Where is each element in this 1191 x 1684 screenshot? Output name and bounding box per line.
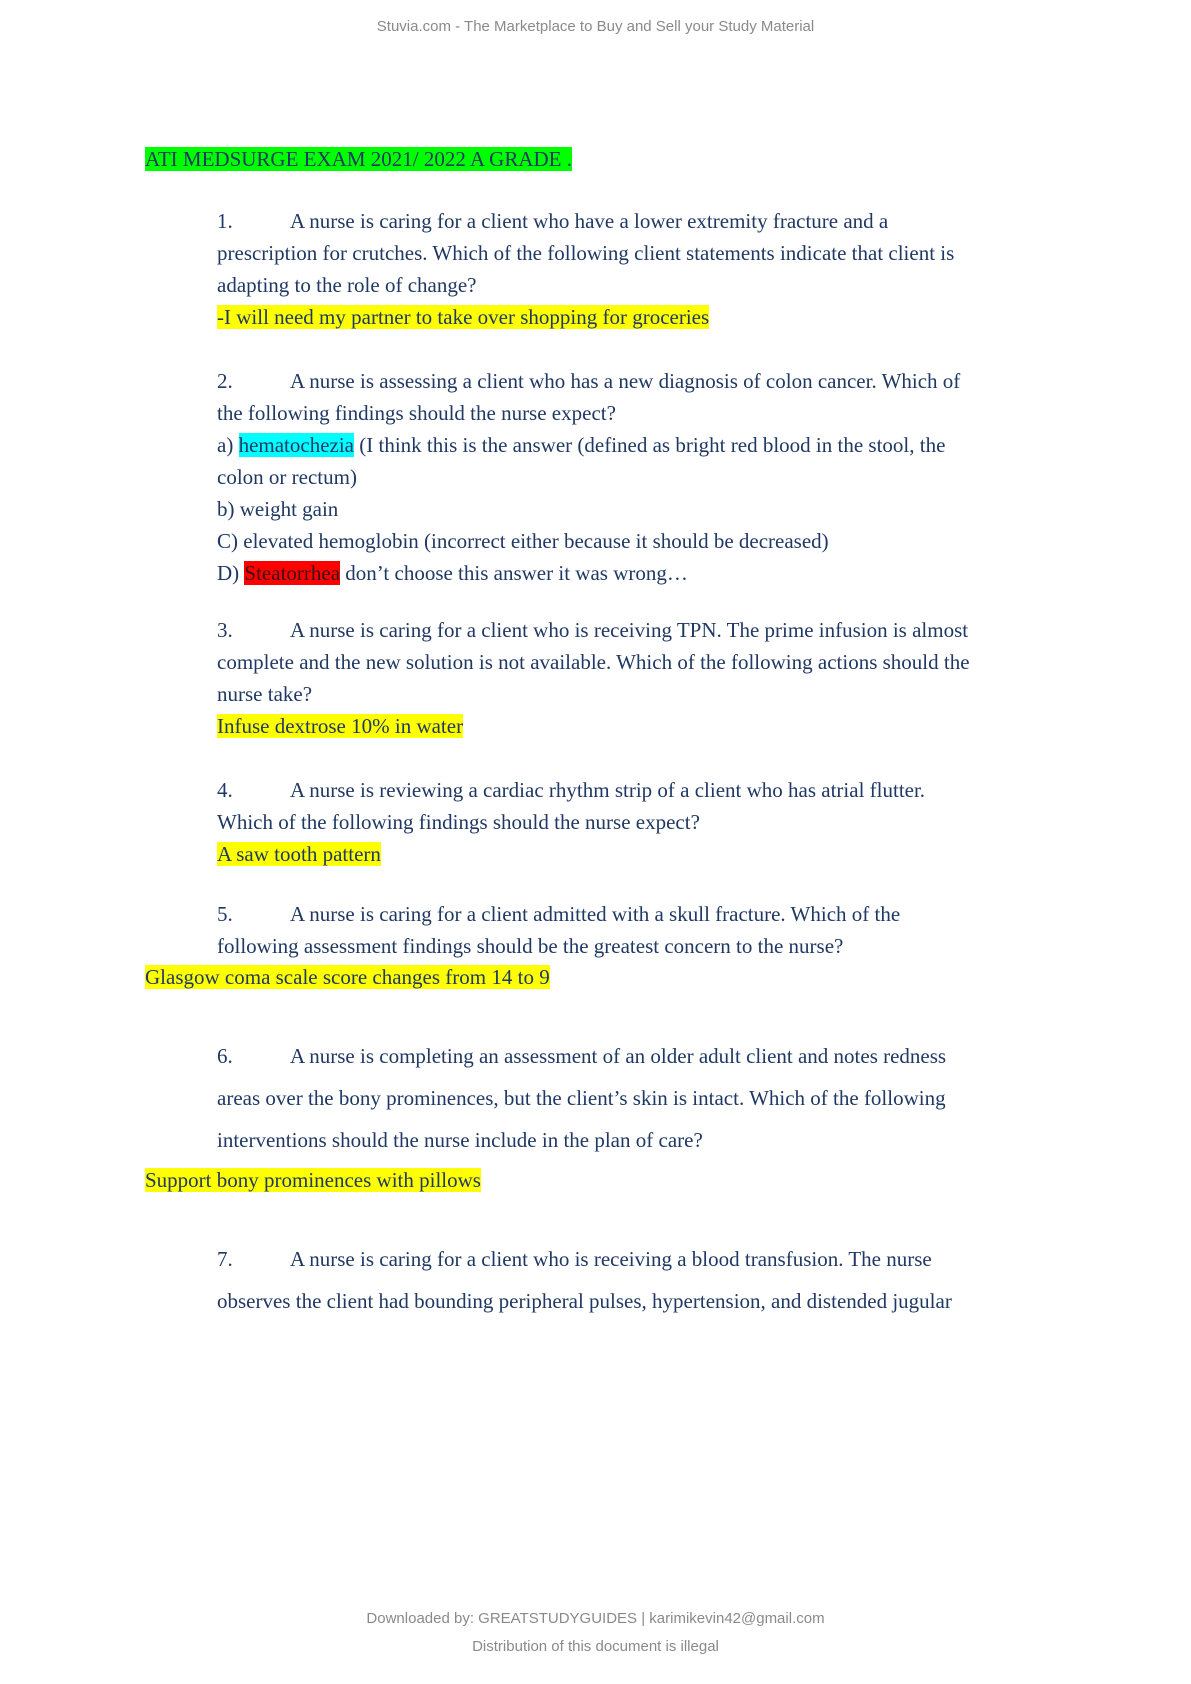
question-text-line: observes the client had bounding peripheral pulses, hypertension, and distended jugular — [217, 1289, 952, 1313]
question-text-line: A nurse is assessing a client who has a new diagnosis of colon cancer. Which of — [290, 369, 961, 393]
option-a-note: (I think this is the answer (defined as bright red blood in the stool, the — [354, 433, 946, 457]
question-number: 4. — [217, 778, 233, 802]
question-text-line: following assessment findings should be the greatest concern to the nurse? — [217, 934, 844, 958]
question-4 — [217, 774, 1087, 870]
question-text-line: nurse take? — [217, 682, 313, 706]
question-number: 5. — [217, 902, 233, 926]
question-3 — [217, 614, 1087, 742]
question-text-line: A nurse is completing an assessment of an older adult client and notes redness — [290, 1044, 947, 1068]
question-text-line: the following findings should the nurse expect? — [217, 401, 616, 425]
answer-highlight: Infuse dextrose 10% in water — [217, 714, 464, 738]
question-6-answer — [145, 1165, 481, 1195]
answer-highlight: Glasgow coma scale score changes from 14 to 9 — [145, 965, 550, 989]
question-text-line: adapting to the role of change? — [217, 273, 477, 297]
question-text-line: A nurse is reviewing a cardiac rhythm strip of a client who has atrial flutter. — [290, 778, 926, 802]
option-a-prefix: a) — [217, 433, 239, 457]
option-d-note: don’t choose this answer it was wrong… — [340, 561, 688, 585]
question-5-answer — [145, 962, 550, 992]
download-footer: Downloaded by: GREATSTUDYGUIDES | karimikevin42@gmail.com — [366, 1610, 825, 1627]
option-a-continued: colon or rectum) — [217, 465, 357, 489]
question-text-line: complete and the new solution is not available. Which of the following actions should the — [217, 650, 970, 674]
option-a — [217, 429, 1087, 461]
option-c: C) elevated hemoglobin (incorrect either because it should be decreased) — [217, 529, 829, 553]
question-6 — [217, 1035, 1087, 1161]
answer-highlight: -I will need my partner to take over shopping for groceries — [217, 305, 710, 329]
question-text-line: areas over the bony prominences, but the client’s skin is intact. Which of the following — [217, 1086, 946, 1110]
option-d-highlight: Steatorrhea — [244, 561, 341, 585]
option-d-prefix: D) — [217, 561, 245, 585]
question-1 — [217, 205, 1087, 333]
question-number: 7. — [217, 1247, 233, 1271]
document-title — [145, 146, 572, 173]
answer-highlight: A saw tooth pattern — [217, 842, 381, 866]
answer-highlight: Support bony prominences with pillows — [145, 1168, 481, 1192]
question-number: 6. — [217, 1044, 233, 1068]
question-text-line: Which of the following findings should the nurse expect? — [217, 810, 700, 834]
question-text-line: interventions should the nurse include in the plan of care? — [217, 1128, 703, 1152]
option-b: b) weight gain — [217, 497, 339, 521]
question-number: 1. — [217, 209, 233, 233]
stuvia-header: Stuvia.com - The Marketplace to Buy and Sell your Study Material — [376, 18, 815, 35]
question-number: 2. — [217, 369, 233, 393]
question-2 — [217, 365, 1087, 589]
question-text-line: A nurse is caring for a client admitted with a skull fracture. Which of the — [290, 902, 901, 926]
option-d — [217, 557, 1087, 589]
question-text-line: A nurse is caring for a client who is receiving TPN. The prime infusion is almost — [290, 618, 969, 642]
question-text-line: prescription for crutches. Which of the following client statements indicate that client is — [217, 241, 955, 265]
question-number: 3. — [217, 618, 233, 642]
question-text-line: A nurse is caring for a client who is receiving a blood transfusion. The nurse — [290, 1247, 932, 1271]
question-text-line: A nurse is caring for a client who have a lower extremity fracture and a — [290, 209, 889, 233]
option-a-highlight: hematochezia — [238, 433, 355, 457]
question-7 — [217, 1238, 1087, 1322]
document-title-text: ATI MEDSURGE EXAM 2021/ 2022 A GRADE . — [145, 147, 573, 171]
distribution-notice: Distribution of this document is illegal — [472, 1638, 719, 1655]
question-5 — [217, 898, 1087, 962]
